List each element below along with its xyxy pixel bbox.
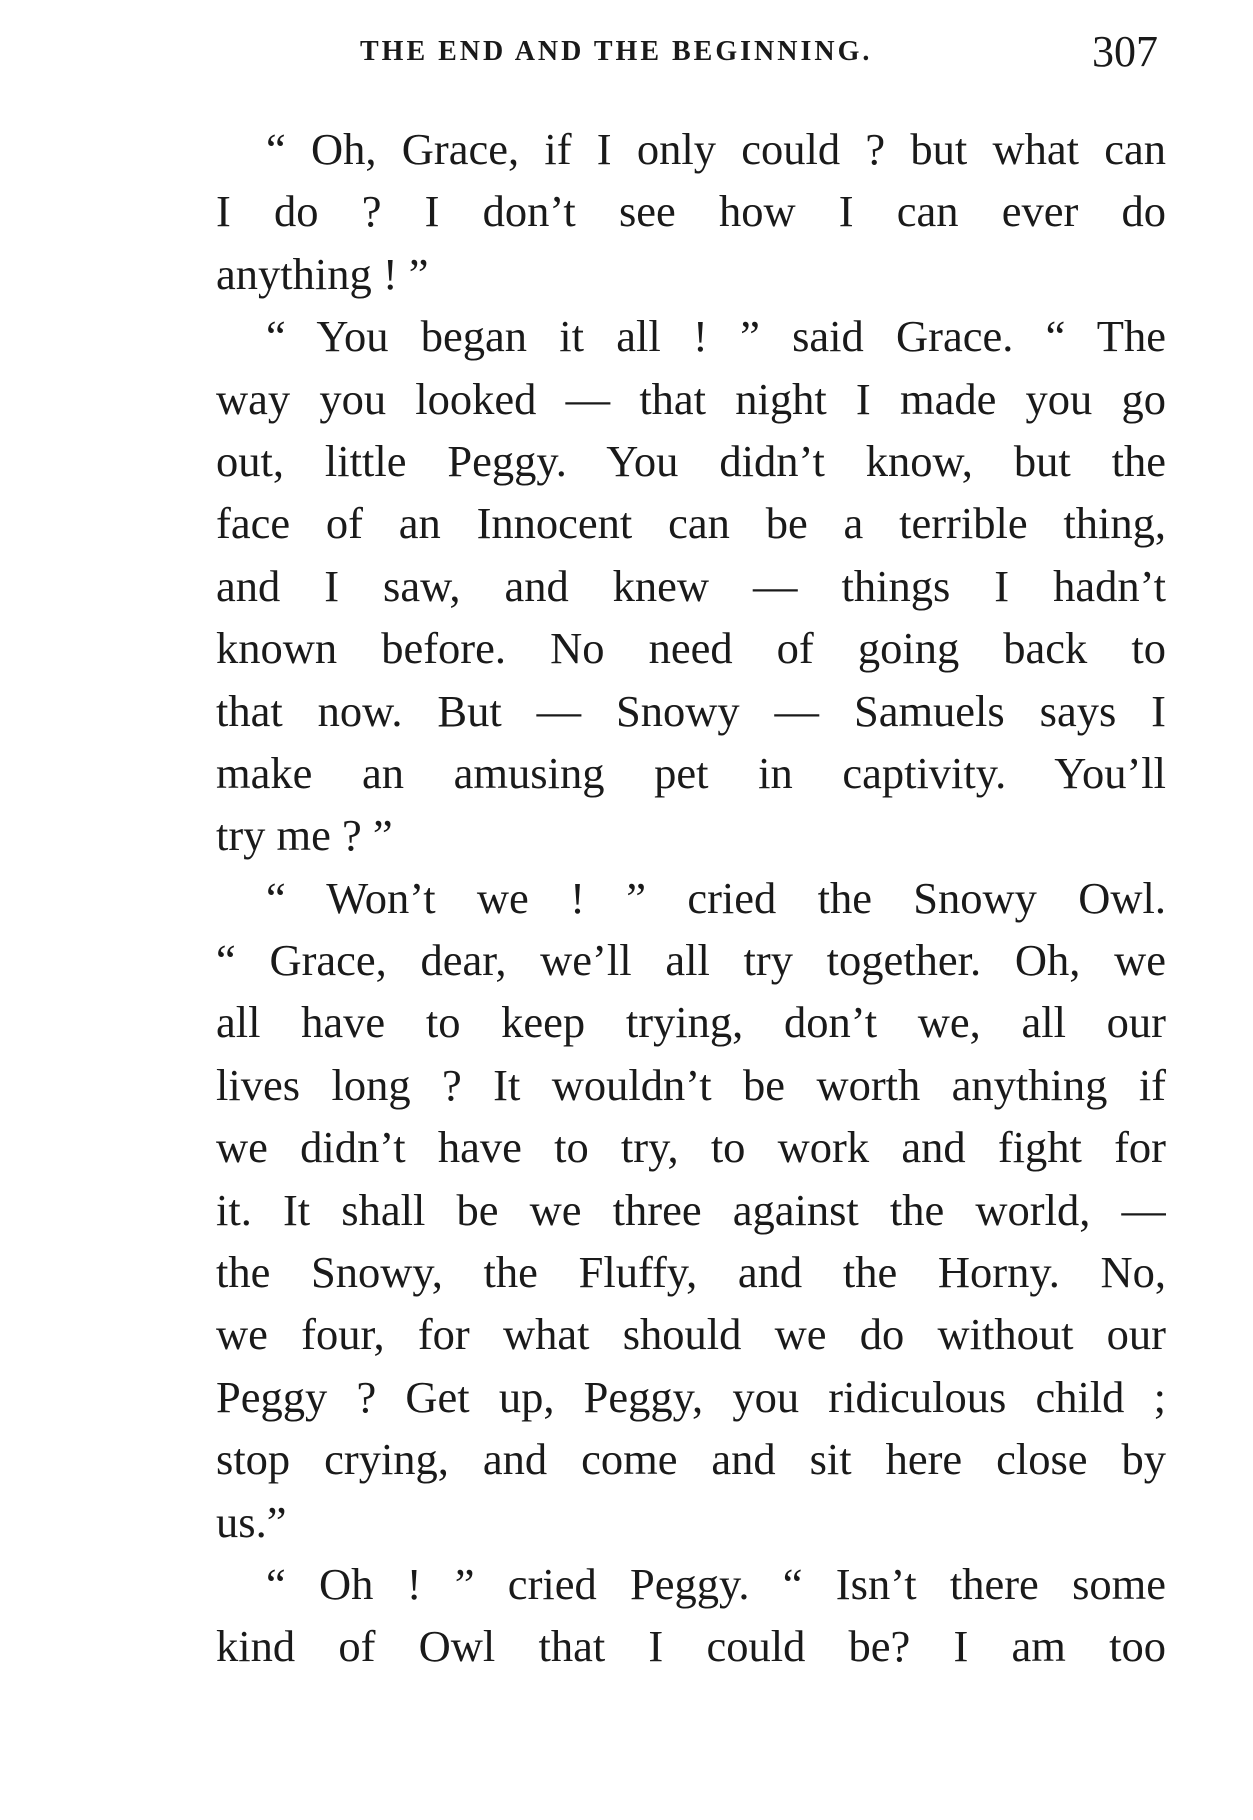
running-title: THE END AND THE BEGINNING. xyxy=(360,36,873,67)
text-line: out, little Peggy. You didn’t know, but the xyxy=(216,435,1166,486)
running-head xyxy=(360,26,1160,76)
text-line: anything ! ” xyxy=(216,248,429,299)
text-line: way you looked — that night I made you go xyxy=(216,373,1166,424)
text-line: “ Won’t we ! ” cried the Snowy Owl. xyxy=(266,872,1166,923)
text-line: us.” xyxy=(216,1496,287,1547)
text-line: and I saw, and knew — things I hadn’t xyxy=(216,560,1166,611)
text-line: known before. No need of going back to xyxy=(216,623,1166,674)
text-line: face of an Innocent can be a terrible thing, xyxy=(216,498,1166,549)
text-line: all have to keep trying, don’t we, all our xyxy=(216,997,1166,1048)
page-number: 307 xyxy=(1092,27,1158,76)
text-line: “ Oh ! ” cried Peggy. “ Isn’t there some xyxy=(266,1558,1166,1609)
text-line: I do ? I don’t see how I can ever do xyxy=(216,186,1166,237)
body-text xyxy=(216,118,1166,1678)
text-line: Peggy ? Get up, Peggy, you ridiculous child ; xyxy=(216,1371,1166,1422)
text-line: we didn’t have to try, to work and fight for xyxy=(216,1122,1166,1173)
text-line: it. It shall be we three against the world, — xyxy=(216,1184,1166,1235)
text-line: try me ? ” xyxy=(216,810,393,861)
text-line: kind of Owl that I could be? I am too xyxy=(216,1621,1166,1672)
text-line: stop crying, and come and sit here close by xyxy=(216,1434,1166,1485)
text-line: “ You began it all ! ” said Grace. “ The xyxy=(266,311,1166,362)
text-line: “ Oh, Grace, if I only could ? but what can xyxy=(266,124,1166,174)
text-line: the Snowy, the Fluffy, and the Horny. No, xyxy=(216,1247,1166,1298)
text-line: we four, for what should we do without our xyxy=(216,1309,1166,1360)
text-line: make an amusing pet in captivity. You’ll xyxy=(216,747,1166,798)
text-line: that now. But — Snowy — Samuels says I xyxy=(216,685,1166,736)
text-line: “ Grace, dear, we’ll all try together. Oh, we xyxy=(216,935,1166,986)
text-line: lives long ? It wouldn’t be worth anything if xyxy=(216,1059,1166,1110)
